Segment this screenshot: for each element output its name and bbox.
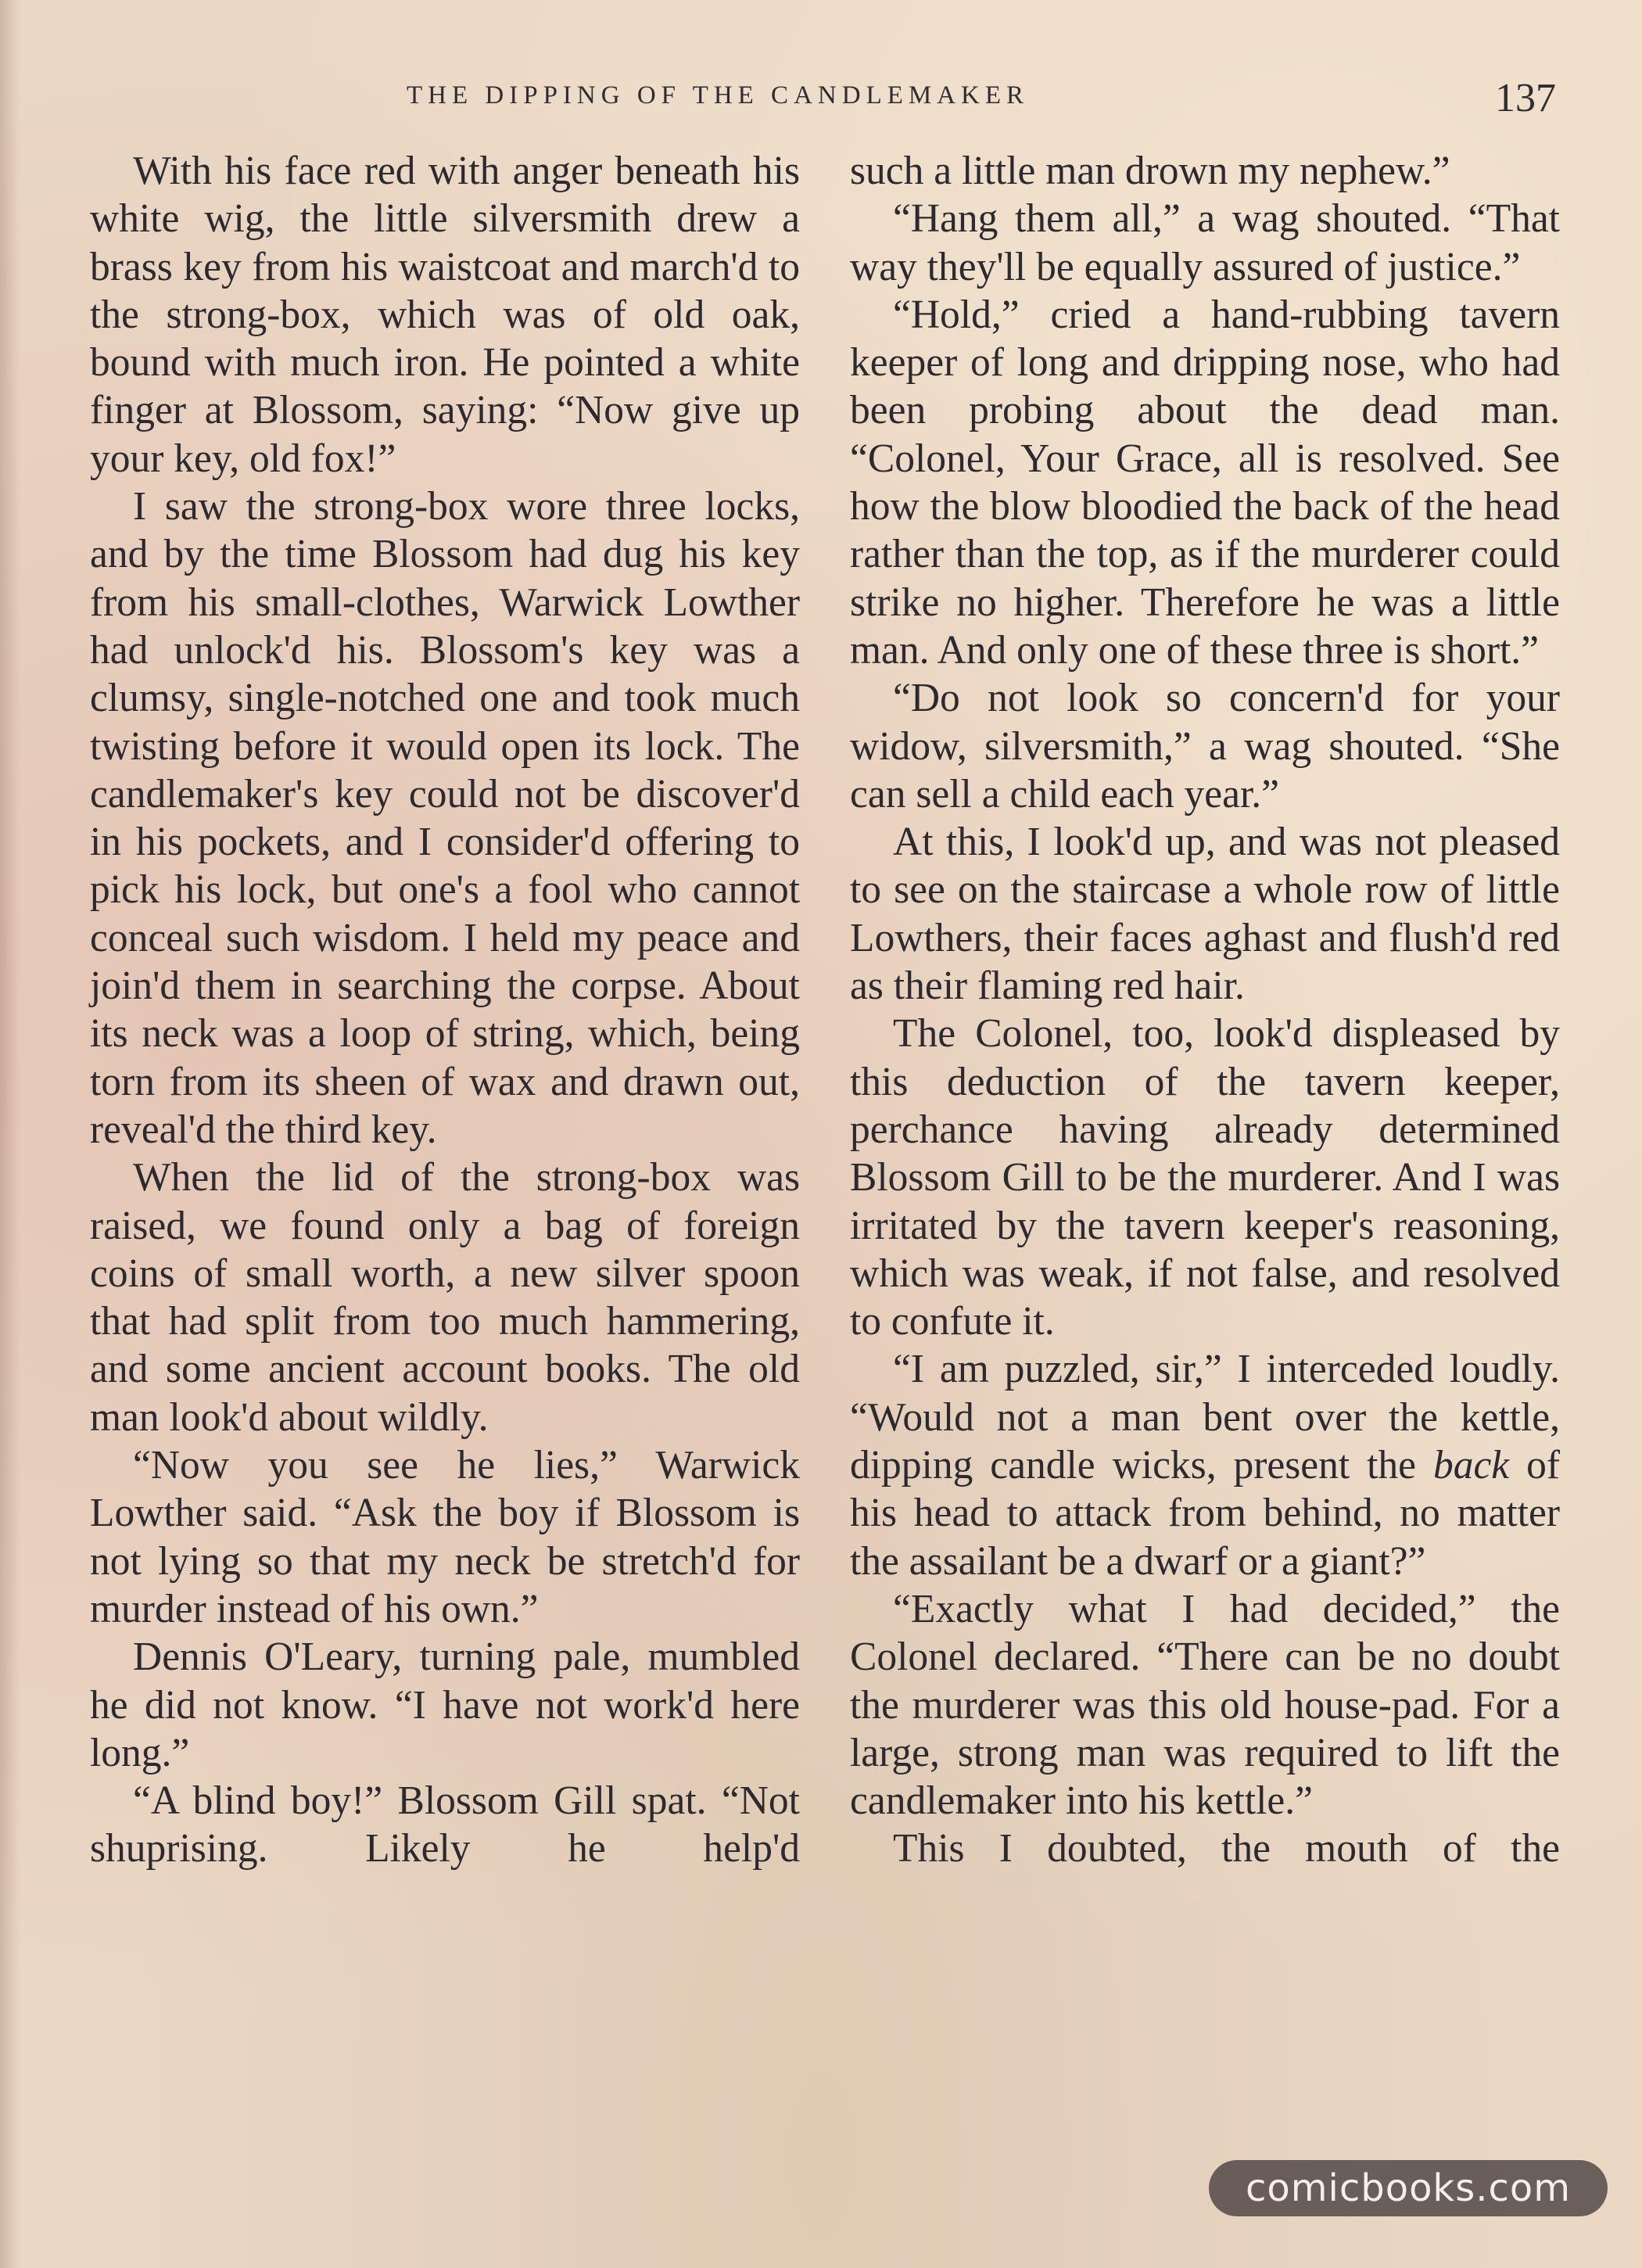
paragraph: The Colonel, too, look'd displeased by this deduction of the tavern keeper, perchance having already determined Blossom Gill to be the murderer. And I was irritated by the tavern keeper's reasoning, which was weak, if not false, and resolved to confute it. [850,1011,1560,1344]
paragraph: “Hang them all,” a wag shouted. “That way they'll be equally assured of justice.” [850,196,1560,289]
paragraph: “Hold,” cried a hand-rubbing tavern keeper of long and dripping nose, who had been probing about the dead man. “Colonel, Your Grace, all is resolved. See how the blow bloodied the back of the head rather than the top, as if the murderer could strike no higher. Therefore he was a little man. And only one of these three is short.” [850,292,1560,673]
paragraph: I saw the strong-box wore three locks, and by the time Blossom had dug his key from his small-clothes, Warwick Lowther had unlock'd his. Blossom's key was a clumsy, single-notched one and took much twisting before it would open its lock. The candlemaker's key could not be discover'd in his pockets, and I consider'd offering to pick his lock, but one's a fool who cannot conceal such wisdom. I held my peace and join'd them in searching the corpse. About its neck was a loop of string, which, being torn from its sheen of wax and drawn out, reveal'd the third key. [90,484,800,1152]
right-column [850,147,1560,1873]
watermark-text: comicbooks.com [1245,2166,1572,2210]
paragraph: Dennis O'Leary, turning pale, mumbled he did not know. “I have not work'd here long.” [90,1635,800,1775]
paragraph: “A blind boy!” Blossom Gill spat. “Not shuprising. Likely he help'd [90,1778,800,1871]
watermark-badge [1209,2160,1608,2216]
paragraph: “Now you see he lies,” Warwick Lowther said. “Ask the boy if Blossom is not lying so that my neck be stretch'd for murder instead of his own.” [90,1443,800,1631]
paragraph: With his face red with anger beneath his white wig, the little silversmith drew a brass key from his waistcoat and march'd to the strong-box, which was of old oak, bound with much iron. He pointed a white finger at Blossom, saying: “Now give up your key, old fox!” [90,149,800,481]
paragraph: This I doubted, the mouth of the [893,1826,1560,1871]
paragraph: At this, I look'd up, and was not pleased to see on the staircase a whole row of little Lowthers, their faces aghast and flush'd red as their flaming red hair. [850,820,1560,1009]
running-title: THE DIPPING OF THE CANDLEMAKER [407,81,1030,109]
page-number: 137 [1495,76,1556,120]
emphasis: back [1432,1443,1510,1488]
page-spine-shadow [0,0,20,2268]
paragraph: “Do not look so concern'd for your widow, silversmith,” a wag shouted. “She can sell a child each year.” [850,676,1560,816]
paragraph: When the lid of the strong-box was raised, we found only a bag of foreign coins of small worth, a new silver spoon that had split from too much hammering, and some ancient account books. The old man look'd about wildly. [90,1155,800,1440]
paragraph: such a little man drown my nephew.” [850,149,1450,193]
paragraph: “I am puzzled, sir,” I interceded loudly. “Would not a man bent over the kettle, dipping candle wicks, present the back of his head to attack from behind, no matter the assailant be a dwarf or a giant?” [850,1347,1560,1584]
paragraph: “Exactly what I had decided,” the Colonel declared. “There can be no doubt the murderer was this old house-pad. For a large, strong man was required to lift the candlemaker into his kettle.” [850,1586,1560,1824]
left-column [90,147,800,1873]
